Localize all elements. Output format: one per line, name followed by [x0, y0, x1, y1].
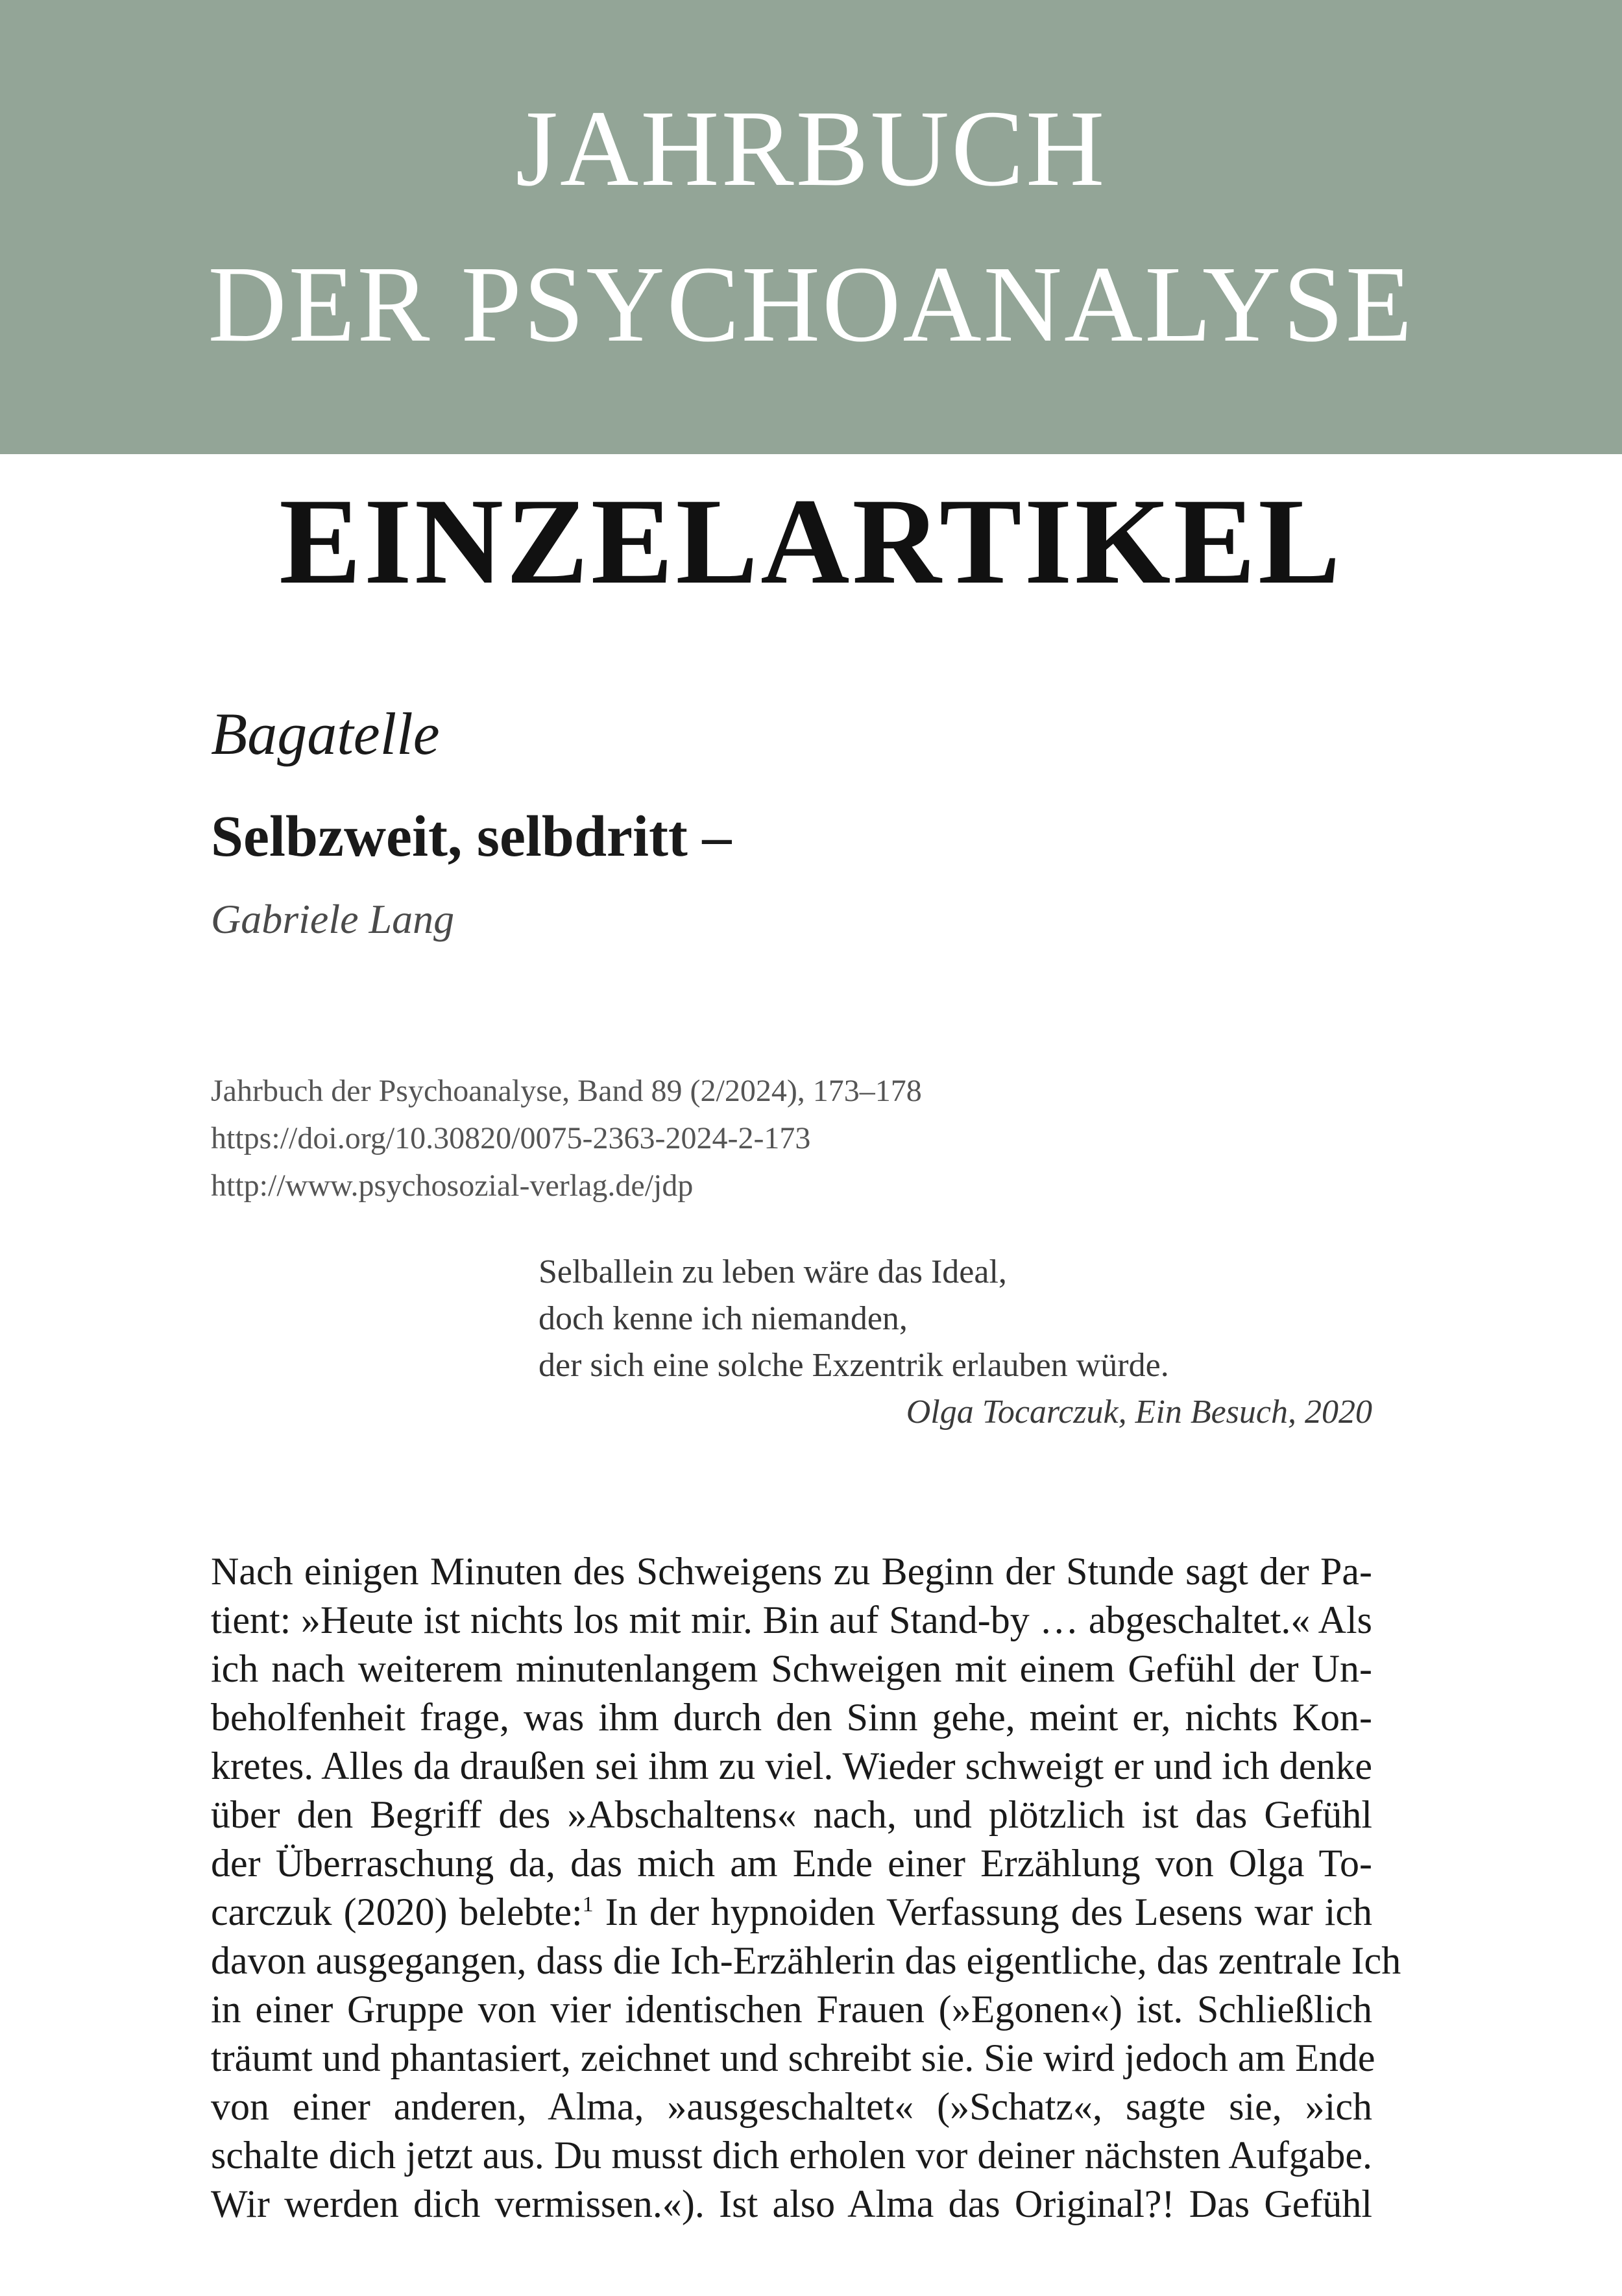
epigraph — [539, 1249, 1372, 1436]
body-line: träumt und phantasiert, zeichnet und schreibt sie. Sie wird jedoch am Ende — [211, 2036, 1375, 2079]
epigraph-line: doch kenne ich niemanden, — [539, 1300, 908, 1337]
body-line-continuation: In der hypnoiden Verfassung des Lesens war ich — [593, 1891, 1373, 1933]
body-line-with-footnote — [211, 1888, 1372, 1937]
journal-title-line-2: DER PSYCHOANALYSE — [208, 244, 1414, 365]
article-author: Gabriele Lang — [211, 896, 455, 942]
body-line: Wir werden dich vermissen.«). Ist also Alma das Original?! Das Gefühl — [211, 2182, 1372, 2225]
body-line: Nach einigen Minuten des Schweigens zu Beginn der Stunde sagt der Pa- — [211, 1550, 1372, 1593]
journal-banner — [0, 0, 1622, 454]
body-line: tient: »Heute ist nichts los mit mir. Bin auf Stand-by … abgeschaltet.« Als — [211, 1599, 1372, 1641]
body-line: ich nach weiterem minutenlangem Schweigen mit einem Gefühl der Un- — [211, 1647, 1372, 1690]
publisher-link[interactable]: http://www.psychosozial-verlag.de/jdp — [211, 1168, 694, 1203]
footnote-reference[interactable]: 1 — [582, 1892, 594, 1916]
doi-link[interactable]: https://doi.org/10.30820/0075-2363-2024-2-173 — [211, 1121, 811, 1155]
article-title: Selbzweit, selbdritt – — [211, 804, 732, 869]
body-line: in einer Gruppe von vier identischen Frauen (»Egonen«) ist. Schließlich — [211, 1988, 1372, 2031]
body-line: beholfenheit frage, was ihm durch den Sinn gehe, meint er, nichts Kon- — [211, 1696, 1372, 1739]
article-category: Bagatelle — [211, 701, 440, 767]
journal-title-line-1: JAHRBUCH — [515, 88, 1107, 209]
epigraph-source: Olga Tocarczuk, Ein Besuch, 2020 — [906, 1394, 1372, 1431]
citation-block — [211, 1067, 922, 1209]
body-line: über den Begriff des »Abschaltens« nach, und plötzlich ist das Gefühl — [211, 1793, 1372, 1836]
epigraph-line: Selballein zu leben wäre das Ideal, — [539, 1253, 1007, 1290]
citation-line: Jahrbuch der Psychoanalyse, Band 89 (2/2024), 173–178 — [211, 1074, 922, 1108]
body-line: davon ausgegangen, dass die Ich-Erzählerin das eigentliche, das zentrale Ich — [211, 1939, 1401, 1982]
article-body — [211, 1547, 1401, 2229]
epigraph-line: der sich eine solche Exzentrik erlauben würde. — [539, 1347, 1169, 1384]
body-line: der Überraschung da, das mich am Ende einer Erzählung von Olga To- — [211, 1842, 1372, 1885]
body-line-text: carczuk (2020) belebte: — [211, 1891, 583, 1933]
page-heading: EINZELARTIKEL — [279, 474, 1343, 610]
body-line: kretes. Alles da draußen sei ihm zu viel. Wieder schweigt er und ich denke — [211, 1745, 1372, 1787]
body-line: schalte dich jetzt aus. Du musst dich erholen vor deiner nächsten Aufgabe. — [211, 2134, 1372, 2177]
body-line: von einer anderen, Alma, »ausgeschaltet« (»Schatz«, sagte sie, »ich — [211, 2085, 1372, 2128]
